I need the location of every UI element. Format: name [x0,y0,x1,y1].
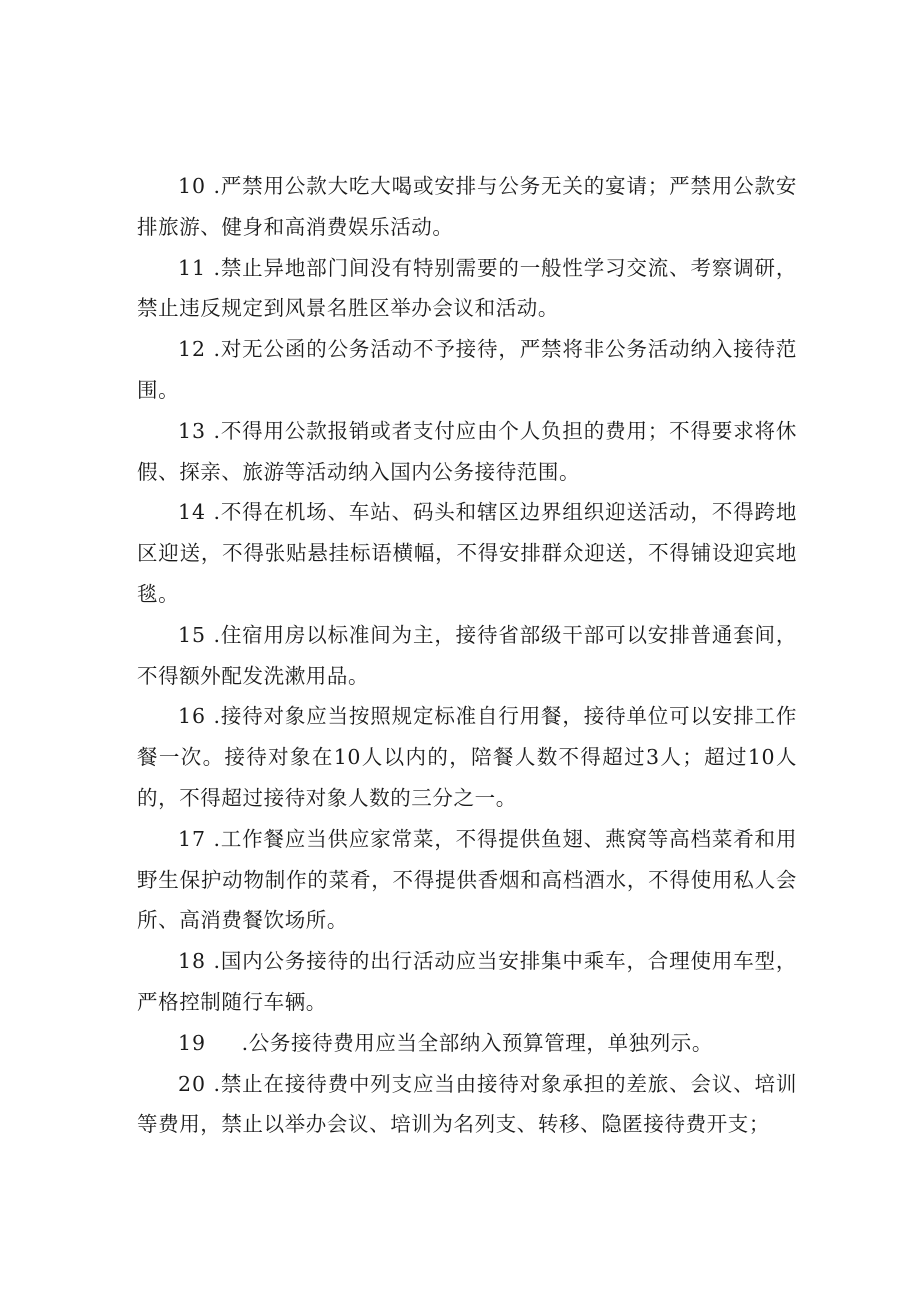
paragraph-number: 12 [178,337,207,362]
paragraph-number: 20 [178,1071,207,1096]
paragraph-text: 接待对象应当按照规定标准自行用餐，接待单位可以安排工作餐一次。接待对象在10人以内的，陪餐人数不得超过3人；超过10人的，不得超过接待对象人数的三分之一。 [137,704,797,810]
paragraph-number: 13 [178,418,207,443]
paragraph-text: 严禁用公款大吃大喝或安排与公务无关的宴请；严禁用公款安排旅游、健身和高消费娱乐活动。 [137,174,797,239]
paragraph-20: 20 .禁止在接待费中列支应当由接待对象承担的差旅、会议、培训等费用，禁止以举办会议、培训为名列支、转移、隐匿接待费开支； [137,1071,797,1137]
paragraph-19: 19 .公务接待费用应当全部纳入预算管理，单独列示。 [178,1030,713,1055]
paragraph-number: 11 [178,255,207,280]
paragraph-text: 公务接待费用应当全部纳入预算管理，单独列示。 [248,1030,713,1055]
paragraph-text: 不得在机场、车站、码头和辖区边界组织迎送活动，不得跨地区迎送，不得张贴悬挂标语横幅，不得安排群众迎送，不得铺设迎宾地毯。 [137,500,797,606]
paragraph-11: 11 .禁止异地部门间没有特别需要的一般性学习交流、考察调研，禁止违反规定到风景名胜区举办会议和活动。 [137,255,797,321]
paragraph-text: 工作餐应当供应家常菜，不得提供鱼翅、燕窝等高档菜肴和用野生保护动物制作的菜肴，不得提供香烟和高档酒水，不得使用私人会所、高消费餐饮场所。 [137,826,797,933]
paragraph-number: 14 [178,500,207,525]
paragraph-text: 禁止在接待费中列支应当由接待对象承担的差旅、会议、培训等费用，禁止以举办会议、培训为名列支、转移、隐匿接待费开支； [137,1071,797,1137]
paragraph-text: 国内公务接待的出行活动应当安排集中乘车，合理使用车型，严格控制随行车辆。 [137,949,797,1014]
paragraph-17: 17 .工作餐应当供应家常菜，不得提供鱼翅、燕窝等高档菜肴和用野生保护动物制作的菜肴，不得提供香烟和高档酒水，不得使用私人会所、高消费餐饮场所。 [137,826,797,933]
paragraph-16: 16 .接待对象应当按照规定标准自行用餐，接待单位可以安排工作餐一次。接待对象在10人以内的，陪餐人数不得超过3人；超过10人的，不得超过接待对象人数的三分之一。 [137,704,797,810]
paragraph-number: 18 [178,949,207,974]
paragraph-18: 18 .国内公务接待的出行活动应当安排集中乘车，合理使用车型，严格控制随行车辆。 [137,949,797,1014]
paragraph-text: 对无公函的公务活动不予接待，严禁将非公务活动纳入接待范围。 [137,337,797,402]
paragraph-number: 19 [178,1030,207,1055]
paragraph-number: 10 [178,174,207,198]
paragraph-13: 13 .不得用公款报销或者支付应由个人负担的费用；不得要求将休假、探亲、旅游等活动纳入国内公务接待范围。 [137,418,797,484]
paragraph-text: 禁止异地部门间没有特别需要的一般性学习交流、考察调研，禁止违反规定到风景名胜区举办会议和活动。 [137,255,797,321]
paragraph-text: 住宿用房以标准间为主，接待省部级干部可以安排普通套间，不得额外配发洗漱用品。 [137,622,797,688]
paragraph-text: 不得用公款报销或者支付应由个人负担的费用；不得要求将休假、探亲、旅游等活动纳入国内公务接待范围。 [137,418,797,484]
paragraph-14: 14 .不得在机场、车站、码头和辖区边界组织迎送活动，不得跨地区迎送，不得张贴悬挂标语横幅，不得安排群众迎送，不得铺设迎宾地毯。 [137,500,797,606]
document-body [137,166,797,1145]
paragraph-15: 15 .住宿用房以标准间为主，接待省部级干部可以安排普通套间，不得额外配发洗漱用品。 [137,622,797,688]
paragraph-10: 10 .严禁用公款大吃大喝或安排与公务无关的宴请；严禁用公款安排旅游、健身和高消费娱乐活动。 [137,174,797,239]
paragraph-number: 16 [178,704,207,729]
paragraph-number: 17 [178,826,207,851]
paragraph-12: 12 .对无公函的公务活动不予接待，严禁将非公务活动纳入接待范围。 [137,337,797,402]
paragraph-number: 15 [178,622,207,647]
